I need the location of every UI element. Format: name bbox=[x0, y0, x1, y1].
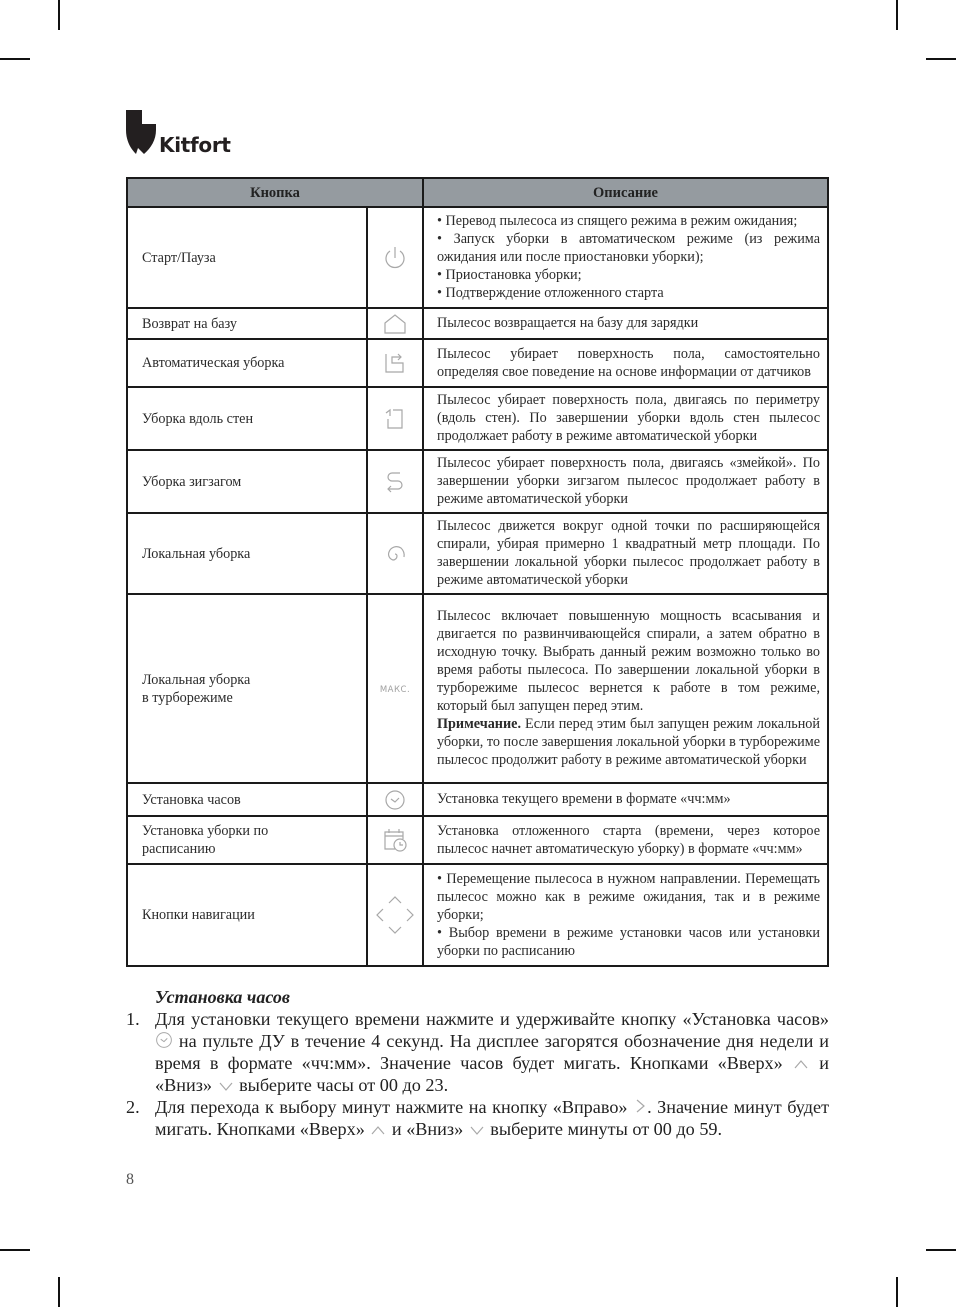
step-item: 2. Для перехода к выбору минут нажмите на кнопку «Вправо» . Значение минут будет мигать. Кнопками «Вверх» и «Вниз» выберите минуты от 00 до 59. bbox=[126, 1097, 830, 1139]
button-name: Возврат на базу bbox=[127, 308, 367, 339]
home-icon bbox=[383, 313, 407, 335]
button-description: Установка текущего времени в формате «чч:мм» bbox=[423, 783, 828, 816]
button-description: • Перемещение пылесоса в нужном направлении. Перемещать пылесос можно как в режиме ожидания, так и в режиме уборки; • Выбор времени в режиме установки часов или установки уборки по расписанию bbox=[423, 864, 828, 966]
table-row bbox=[127, 339, 828, 387]
arrow-up-icon bbox=[369, 1123, 387, 1137]
navigation-arrows-icon bbox=[373, 893, 417, 937]
schedule-icon bbox=[382, 827, 408, 853]
power-icon bbox=[382, 245, 408, 271]
crop-mark bbox=[0, 1249, 30, 1251]
brand-logo bbox=[125, 108, 231, 156]
steps-list bbox=[126, 1008, 829, 1140]
max-icon: МАКС. bbox=[379, 684, 411, 695]
section-title: Установка часов bbox=[155, 987, 290, 1007]
button-name: Установка уборки по расписанию bbox=[127, 816, 367, 864]
button-description: Пылесос возвращается на базу для зарядки bbox=[423, 308, 828, 339]
table-row bbox=[127, 207, 828, 308]
button-description: • Перевод пылесоса из спящего режима в режим ожидания; • Запуск уборки в автоматическом режиме (из режима ожидания или после приостановки уборки); • Приостановка уборки; • Подтверждение отложенного старта bbox=[423, 207, 828, 308]
note-label: Примечание. bbox=[437, 716, 521, 732]
arrow-up-icon bbox=[792, 1057, 810, 1071]
arrow-down-icon bbox=[217, 1079, 235, 1093]
button-name: Кнопки навигации bbox=[127, 864, 367, 966]
button-description: Пылесос убирает поверхность пола, самостоятельно определяя свое поведение на основе информации от датчиков bbox=[423, 339, 828, 387]
crop-mark bbox=[58, 1277, 60, 1307]
edge-clean-icon bbox=[383, 407, 407, 431]
button-name: Автоматическая уборка bbox=[127, 339, 367, 387]
zigzag-icon bbox=[384, 470, 406, 494]
buttons-table bbox=[126, 177, 829, 967]
column-header-button: Кнопка bbox=[127, 178, 423, 207]
table-header-row bbox=[127, 178, 828, 207]
crop-mark bbox=[896, 0, 898, 30]
button-name: Локальная уборка в турборежиме bbox=[127, 594, 367, 783]
crop-mark bbox=[926, 58, 956, 60]
table-row bbox=[127, 783, 828, 816]
clock-icon bbox=[384, 789, 406, 811]
button-name: Установка часов bbox=[127, 783, 367, 816]
clock-icon bbox=[155, 1031, 173, 1049]
clock-setup-section bbox=[126, 986, 829, 1140]
table-row bbox=[127, 513, 828, 594]
button-description: Пылесос движется вокруг одной точки по расширяющейся спирали, убирая примерно 1 квадратный метр площади. По завершении локальной уборки пылесос продолжает работу в режиме автоматической уборки bbox=[423, 513, 828, 594]
crop-mark bbox=[896, 1277, 898, 1307]
step-item: 1. Для установки текущего времени нажмите и удерживайте кнопку «Установка часов» на пульте ДУ в течение 4 секунд. На дисплее загорятся обозначение дня недели и время в формате «чч:мм». Значение часов будет мигать. Кнопками «Вверх» и «Вниз» выберите часы от 00 до 23. bbox=[126, 1009, 830, 1095]
arrow-down-icon bbox=[468, 1123, 486, 1137]
kitfort-logo-icon bbox=[125, 108, 157, 156]
auto-clean-icon bbox=[383, 351, 407, 375]
table-row bbox=[127, 864, 828, 966]
table-row bbox=[127, 387, 828, 450]
button-name: Уборка зигзагом bbox=[127, 450, 367, 513]
crop-mark bbox=[0, 58, 30, 60]
button-name: Старт/Пауза bbox=[127, 207, 367, 308]
brand-name: Kitfort bbox=[159, 133, 231, 157]
table-row bbox=[127, 594, 828, 783]
button-description: Пылесос убирает поверхность пола, двигаясь по периметру (вдоль стен). По завершении уборки вдоль стен пылесос продолжает работу в режиме автоматической уборки bbox=[423, 387, 828, 450]
crop-mark bbox=[58, 0, 60, 30]
table-row bbox=[127, 816, 828, 864]
column-header-description: Описание bbox=[423, 178, 828, 207]
button-description: Пылесос включает повышенную мощность всасывания и двигается по развинчивающейся спирали, а затем обратно в исходную точку. Выбрать данный режим возможно только во время работы пылесоса. По завершении локальной уборки в турборежиме пылесос вернется к работе в том режиме, который был запущен перед этим. Примечание. Если перед этим был запущен режим локальной уборки, то после завершения локальной уборки в турборежиме пылесос продолжит работу в режиме автоматической уборки bbox=[423, 594, 828, 783]
crop-mark bbox=[926, 1249, 956, 1251]
spiral-icon bbox=[384, 543, 406, 565]
table-row bbox=[127, 308, 828, 339]
button-name: Уборка вдоль стен bbox=[127, 387, 367, 450]
arrow-right-icon bbox=[633, 1097, 647, 1115]
page-number: 8 bbox=[126, 1171, 134, 1188]
button-description: Установка отложенного старта (времени, через которое пылесос начнет автоматическую уборку) в формате «чч:мм» bbox=[423, 816, 828, 864]
table-row bbox=[127, 450, 828, 513]
button-description: Пылесос убирает поверхность пола, двигаясь «змейкой». По завершении уборки зигзагом пылесос продолжает работу в режиме автоматической уборки bbox=[423, 450, 828, 513]
button-name: Локальная уборка bbox=[127, 513, 367, 594]
